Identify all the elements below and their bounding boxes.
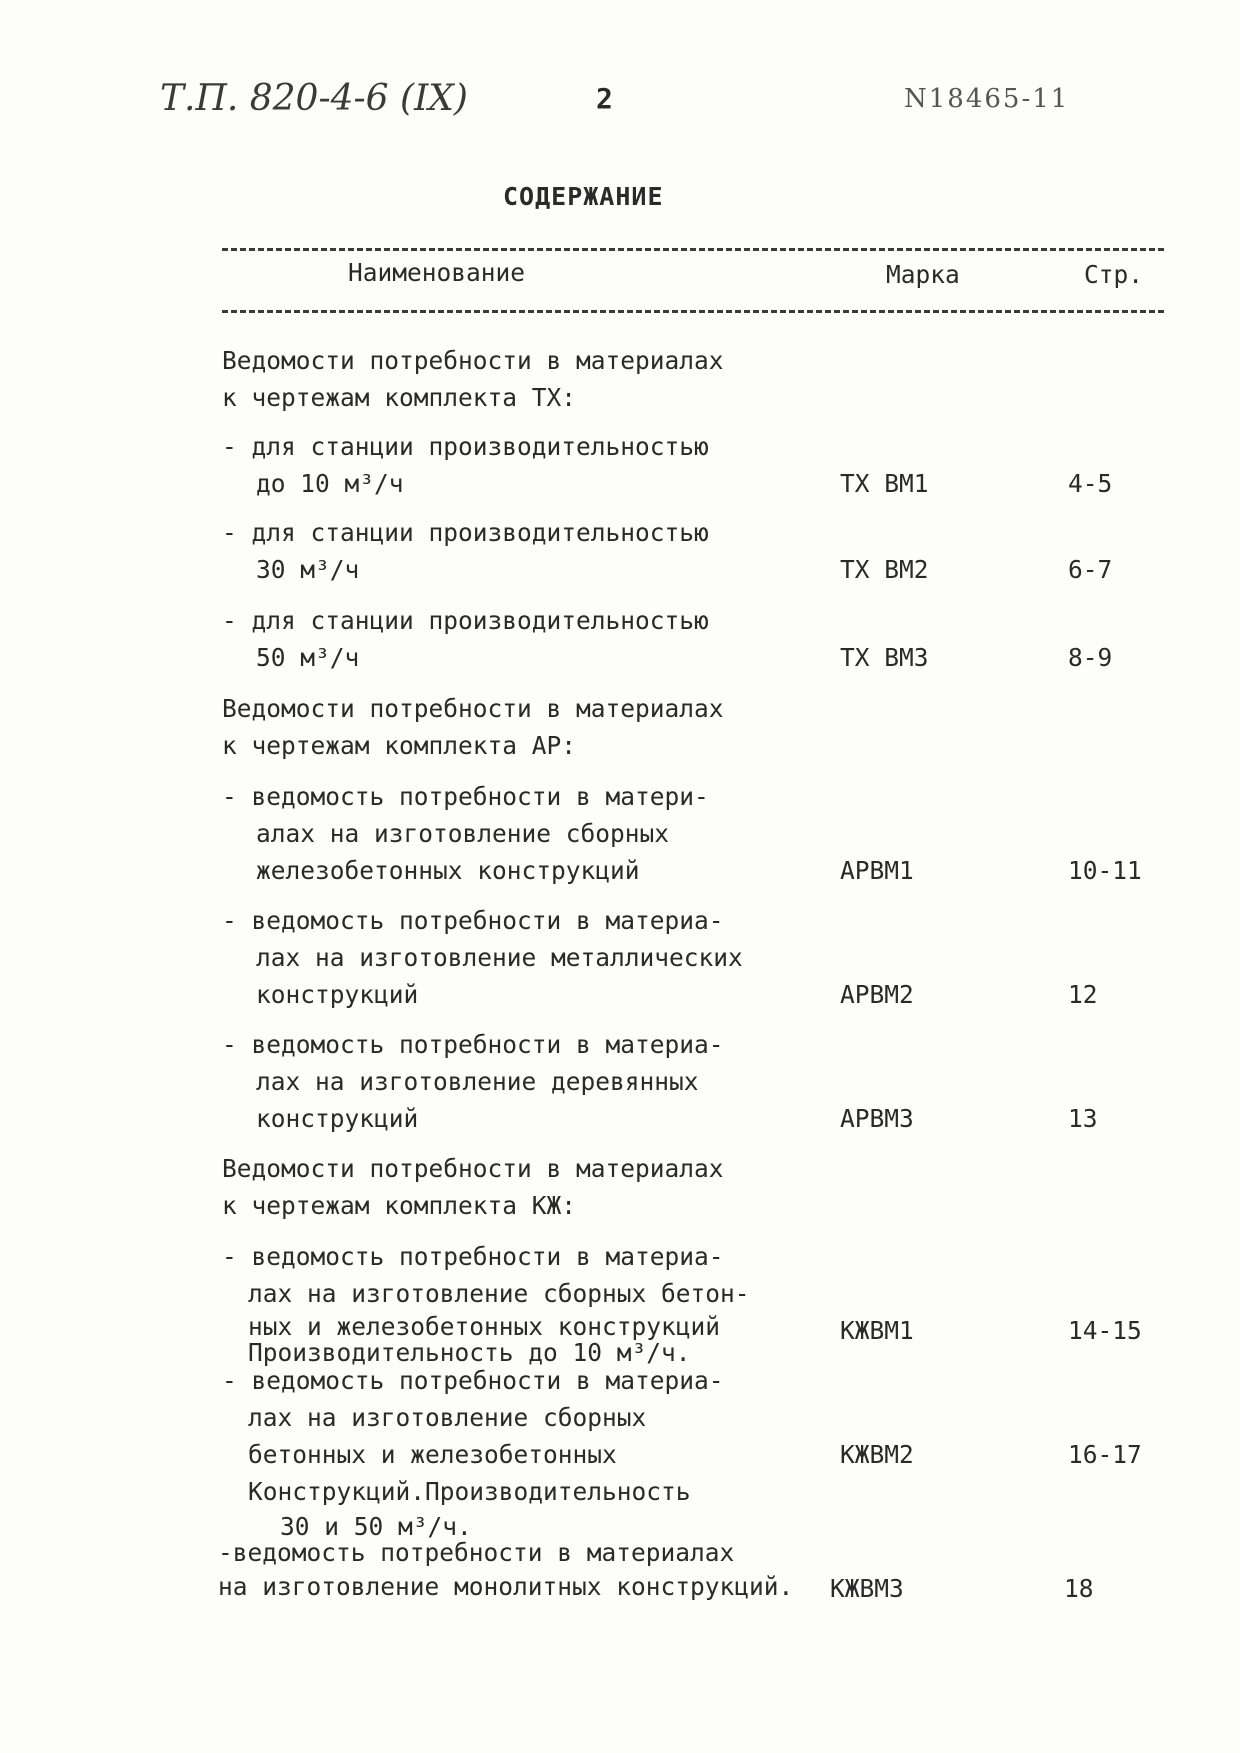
page-number: 2 <box>596 82 613 115</box>
entry-page: 18 <box>1064 1574 1094 1603</box>
entry-mark: КЖВМ3 <box>830 1574 904 1603</box>
entry-line: конструкций <box>256 980 419 1009</box>
entry-line: 30 и 50 м³/ч. <box>280 1512 472 1541</box>
entry-page: 4-5 <box>1068 469 1113 498</box>
heading-line: к чертежам комплекта ТХ: <box>222 383 577 412</box>
entry-page: 10-11 <box>1068 856 1142 885</box>
entry-line: лах на изготовление сборных <box>248 1403 647 1432</box>
column-header-name: Наименование <box>348 258 526 287</box>
heading-line: Ведомости потребности в материалах <box>222 1154 724 1183</box>
page-title: СОДЕРЖАНИЕ <box>503 182 664 211</box>
entry-line: - для станции производительностью <box>222 606 709 635</box>
heading-line: к чертежам комплекта КЖ: <box>222 1191 577 1220</box>
entry-mark: КЖВМ1 <box>840 1316 914 1345</box>
column-header-page: Стр. <box>1084 260 1144 289</box>
header-bottom-divider <box>222 310 1164 313</box>
entry-page: 14-15 <box>1068 1316 1142 1345</box>
entry-mark: АРВМ3 <box>840 1104 914 1133</box>
document-code: Т.П. 820-4-6 (IX) <box>160 78 468 119</box>
entry-mark: ТХ ВМ3 <box>840 643 929 672</box>
entry-mark: ТХ ВМ1 <box>840 469 929 498</box>
entry-line: железобетонных конструкций <box>256 856 640 885</box>
entry-mark: АРВМ1 <box>840 856 914 885</box>
entry-line: - ведомость потребности в материа- <box>222 1366 724 1395</box>
inventory-number: N18465-11 <box>904 84 1070 114</box>
entry-line: - для станции производительностью <box>222 518 709 547</box>
entry-line: алах на изготовление сборных <box>256 819 670 848</box>
entry-mark: ТХ ВМ2 <box>840 555 929 584</box>
entry-line: - ведомость потребности в материа- <box>222 906 724 935</box>
entry-line: Конструкций.Производительность <box>248 1477 691 1506</box>
entry-mark: КЖВМ2 <box>840 1440 914 1469</box>
entry-line: ных и железобетонных конструкций <box>248 1312 721 1341</box>
entry-line: бетонных и железобетонных <box>248 1440 617 1469</box>
entry-page: 12 <box>1068 980 1098 1009</box>
column-header-mark: Марка <box>886 260 960 289</box>
heading-line: Ведомости потребности в материалах <box>222 694 724 723</box>
entry-line: - ведомость потребности в матери- <box>222 782 709 811</box>
entry-mark: АРВМ2 <box>840 980 914 1009</box>
header-top-divider <box>222 248 1164 251</box>
entry-page: 16-17 <box>1068 1440 1142 1469</box>
entry-line: - ведомость потребности в материа- <box>222 1030 724 1059</box>
entry-page: 13 <box>1068 1104 1098 1133</box>
heading-line: к чертежам комплекта АР: <box>222 731 577 760</box>
entry-line: до 10 м³/ч <box>256 469 404 498</box>
entry-line: -ведомость потребности в материалах <box>218 1538 735 1567</box>
entry-line: конструкций <box>256 1104 419 1133</box>
entry-line: 30 м³/ч <box>256 555 360 584</box>
entry-line: Производительность до 10 м³/ч. <box>248 1338 691 1367</box>
entry-line: лах на изготовление сборных бетон- <box>248 1279 750 1308</box>
entry-page: 6-7 <box>1068 555 1113 584</box>
entry-line: на изготовление монолитных конструкций. <box>218 1572 794 1601</box>
entry-line: 50 м³/ч <box>256 643 360 672</box>
entry-line: лах на изготовление деревянных <box>256 1067 699 1096</box>
entry-line: лах на изготовление металлических <box>256 943 743 972</box>
heading-line: Ведомости потребности в материалах <box>222 346 724 375</box>
entry-line: - ведомость потребности в материа- <box>222 1242 724 1271</box>
entry-line: - для станции производительностью <box>222 432 709 461</box>
entry-page: 8-9 <box>1068 643 1113 672</box>
